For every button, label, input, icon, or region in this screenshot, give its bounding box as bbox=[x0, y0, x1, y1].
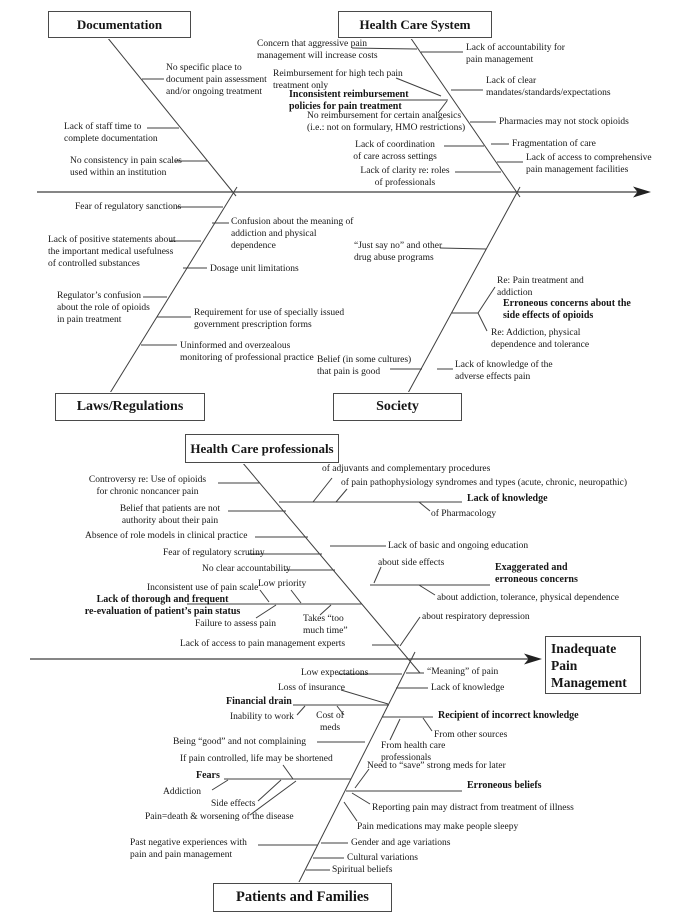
cause-about-addiction: about addiction, tolerance, physical dependence bbox=[437, 593, 620, 603]
cause-re-pain-treatment: Re: Pain treatment and addiction bbox=[497, 276, 584, 298]
cause-low-priority: Low priority bbox=[258, 579, 307, 589]
cause-side-effects: Side effects bbox=[211, 799, 256, 809]
cause-recipient-incorrect: Recipient of incorrect knowledge bbox=[438, 710, 579, 721]
box-society: Society bbox=[333, 393, 462, 421]
cause-from-other-sources: From other sources bbox=[434, 730, 508, 740]
cause-gender-age: Gender and age variations bbox=[351, 838, 451, 848]
cause-no-specific-place: No specific place to document pain assessment and/or ongoing treatment bbox=[166, 63, 267, 97]
cause-meaning-of-pain: “Meaning” of pain bbox=[427, 667, 499, 677]
cause-exaggerated: Exaggerated and erroneous concerns bbox=[495, 562, 578, 585]
cause-if-pain-controlled: If pain controlled, life may be shortened bbox=[180, 754, 333, 764]
cause-no-consistency: No consistency in pain scales used within an institution bbox=[70, 156, 182, 178]
cause-about-respiratory: about respiratory depression bbox=[422, 612, 530, 622]
cause-past-negative: Past negative experiences with pain and pain management bbox=[130, 838, 247, 860]
cause-pharmacies: Pharmacies may not stock opioids bbox=[499, 117, 629, 127]
cause-absence-role-models: Absence of role models in clinical practice bbox=[85, 531, 248, 541]
cause-spiritual: Spiritual beliefs bbox=[332, 865, 393, 875]
cause-inconsistent-scale: Inconsistent use of pain scale bbox=[147, 583, 259, 593]
cause-loss-insurance: Loss of insurance bbox=[278, 683, 346, 693]
cause-re-addiction: Re: Addiction, physical dependence and tolerance bbox=[491, 328, 590, 350]
cause-addiction: Addiction bbox=[163, 787, 201, 797]
cause-confusion-meaning: Confusion about the meaning of addiction and physical dependence bbox=[231, 217, 354, 251]
cause-lack-thorough: Lack of thorough and frequent re-evaluation of patient’s pain status bbox=[84, 594, 241, 617]
cause-lack-basic-education: Lack of basic and ongoing education bbox=[388, 541, 529, 551]
cause-lack-clarity: Lack of clarity re: roles of professionals bbox=[360, 166, 450, 188]
cause-cost-of-meds: Cost of meds bbox=[316, 711, 344, 733]
cause-lack-knowledge-2: Lack of knowledge bbox=[431, 683, 505, 693]
cause-no-clear-accountability: No clear accountability bbox=[202, 564, 291, 574]
cause-concern-aggressive: Concern that aggressive pain management will increase costs bbox=[257, 39, 378, 61]
cause-just-say-no: “Just say no” and other drug abuse programs bbox=[354, 241, 443, 263]
cause-financial-drain: Financial drain bbox=[226, 696, 292, 707]
cause-need-to-save: Need to “save” strong meds for later bbox=[367, 761, 506, 771]
cause-about-side-effects: about side effects bbox=[378, 558, 445, 568]
cause-belief-cultures: Belief (in some cultures) that pain is good bbox=[317, 355, 412, 377]
cause-lack-knowledge-adverse: Lack of knowledge of the adverse effects pain bbox=[455, 360, 553, 382]
box-laws-regulations: Laws/Regulations bbox=[55, 393, 205, 421]
cause-regulators-confusion: Regulator’s confusion about the role of opioids in pain treatment bbox=[57, 291, 150, 325]
cause-lack-of-knowledge: Lack of knowledge bbox=[467, 493, 548, 504]
cause-fear-scrutiny: Fear of regulatory scrutiny bbox=[163, 548, 265, 558]
cause-lack-positive-statements: Lack of positive statements about the important medical usefulness of controlled substances bbox=[48, 235, 176, 269]
cause-inconsistent-reimbursement: Inconsistent reimbursement policies for pain treatment bbox=[289, 89, 409, 112]
cause-failure-assess: Failure to assess pain bbox=[195, 619, 277, 629]
cause-pain-death: Pain=death & worsening of the disease bbox=[145, 812, 294, 822]
cause-pain-meds-sleepy: Pain medications may make people sleepy bbox=[357, 822, 519, 832]
cause-uninformed-monitoring: Uninformed and overzealous monitoring of professional practice bbox=[180, 341, 314, 363]
cause-requirement-forms: Requirement for use of specially issued government prescription forms bbox=[194, 308, 345, 330]
cause-inability-work: Inability to work bbox=[230, 712, 294, 722]
cause-being-good: Being “good” and not complaining bbox=[173, 737, 306, 747]
cause-belief-not-authority: Belief that patients are not authority about their pain bbox=[119, 504, 221, 526]
cause-takes-too-much-time: Takes “too much time” bbox=[303, 614, 348, 636]
box-inadequate-pain-management: Inadequate Pain Management bbox=[545, 636, 641, 694]
cause-fear-sanctions: Fear of regulatory sanctions bbox=[75, 202, 182, 212]
cause-erroneous-concerns-opioids: Erroneous concerns about the side effects of opioids bbox=[503, 298, 631, 321]
cause-of-pharmacology: of Pharmacology bbox=[431, 509, 497, 519]
box-patients-and-families: Patients and Families bbox=[213, 883, 392, 912]
cause-from-health-care: From health care professionals bbox=[381, 741, 446, 763]
cause-controversy: Controversy re: Use of opioids for chronic noncancer pain bbox=[88, 475, 207, 497]
cause-lack-coordination: Lack of coordination of care across settings bbox=[353, 140, 437, 162]
cause-lack-staff-time: Lack of staff time to complete documentation bbox=[64, 122, 158, 144]
cause-low-expectations: Low expectations bbox=[301, 668, 369, 678]
cause-of-adjuvants: of adjuvants and complementary procedures bbox=[322, 464, 491, 474]
box-documentation: Documentation bbox=[48, 11, 191, 38]
box-health-care-professionals: Health Care professionals bbox=[185, 434, 339, 463]
cause-no-reimbursement: No reimbursement for certain analgesics (i.e.: not on formulary, HMO restrictions) bbox=[307, 111, 466, 133]
cause-lack-clear-mandates: Lack of clear mandates/standards/expectations bbox=[486, 76, 611, 98]
cause-lack-accountability: Lack of accountability for pain management bbox=[466, 43, 565, 65]
cause-reporting-pain: Reporting pain may distract from treatment of illness bbox=[372, 803, 574, 813]
cause-dosage-unit: Dosage unit limitations bbox=[210, 264, 299, 274]
cause-fears: Fears bbox=[196, 770, 220, 781]
cause-lack-access-experts: Lack of access to pain management experts bbox=[180, 639, 346, 649]
cause-lack-access-comprehensive: Lack of access to comprehensive pain management facilities bbox=[526, 153, 652, 175]
box-health-care-system: Health Care System bbox=[338, 11, 492, 38]
cause-cultural: Cultural variations bbox=[347, 853, 418, 863]
cause-of-pain-pathophysiology: of pain pathophysiology syndromes and types (acute, chronic, neuropathic) bbox=[341, 478, 627, 488]
cause-erroneous-beliefs: Erroneous beliefs bbox=[467, 780, 542, 791]
cause-fragmentation: Fragmentation of care bbox=[512, 139, 596, 149]
cause-reimbursement-hightech: Reimbursement for high tech pain treatment only bbox=[273, 69, 403, 91]
